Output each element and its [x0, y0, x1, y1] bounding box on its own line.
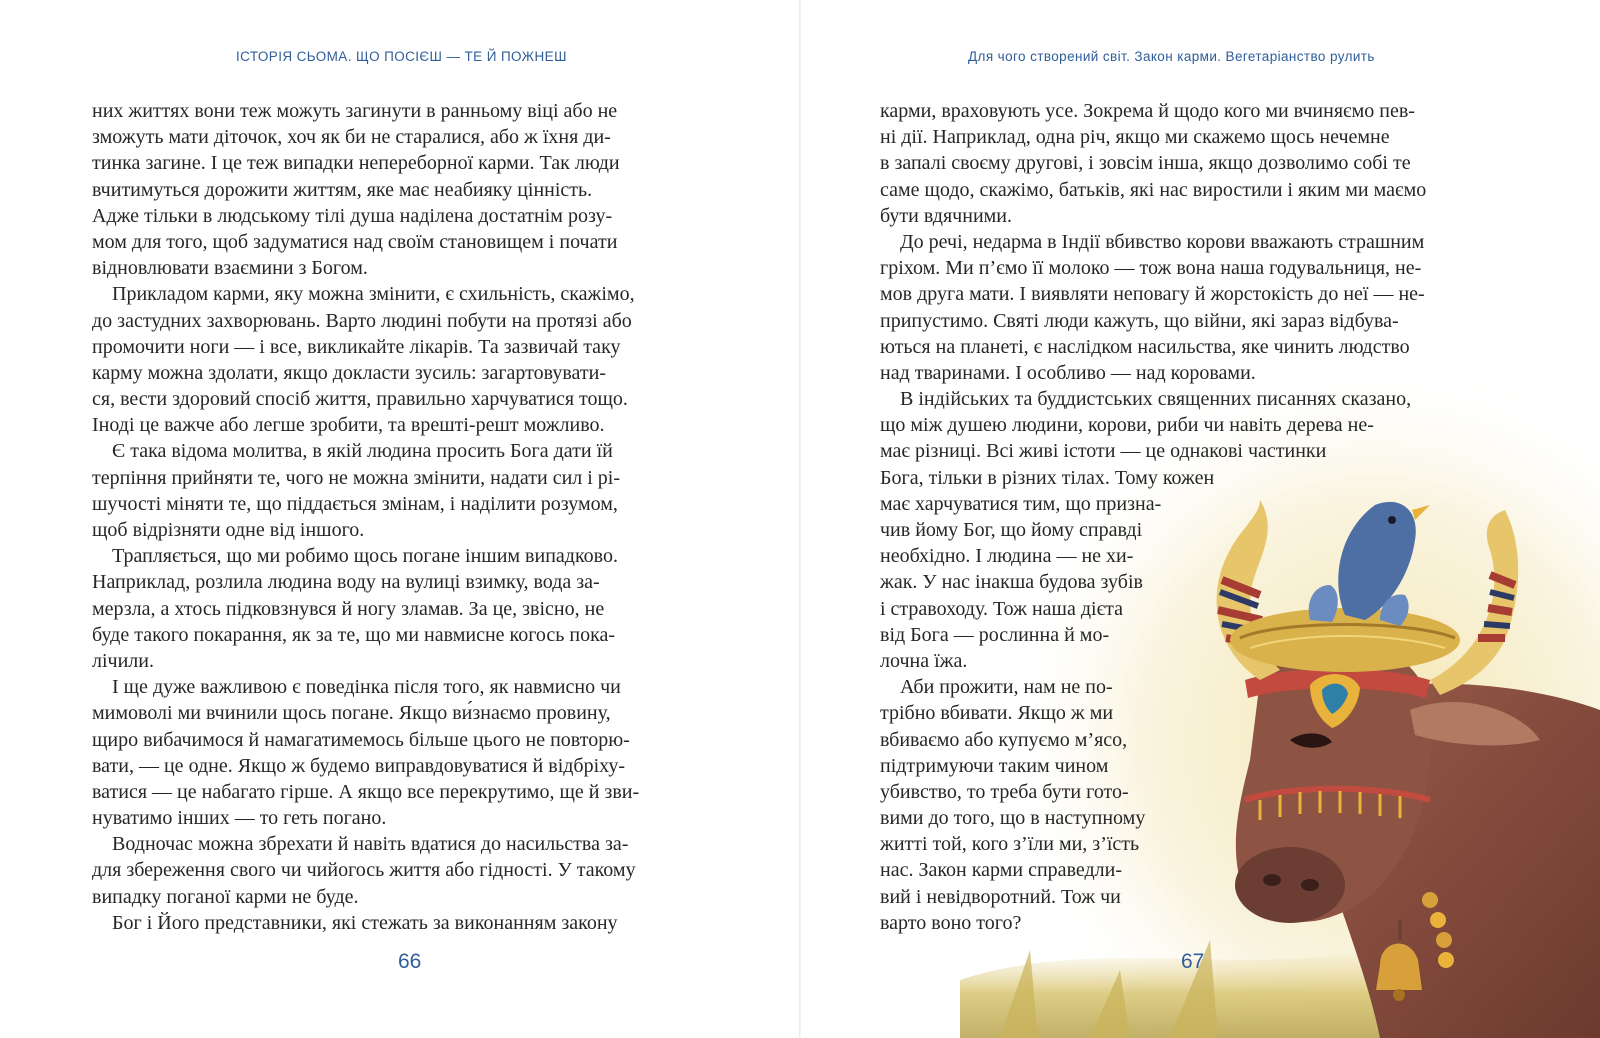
- text-line: від Бога — рослинна й мо-: [880, 623, 1110, 646]
- text-line: терпіння прийняти те, чого не можна змінити, надати сил і рі-: [92, 466, 621, 489]
- left-running-head: ІСТОРІЯ СЬОМА. ЩО ПОСІЄШ — ТЕ Й ПОЖНЕШ: [236, 49, 567, 64]
- text-line: вбиваємо або купуємо м’ясо,: [880, 728, 1128, 751]
- text-line: Адже тільки в людському тілі душа наділена достатнім розу-: [92, 204, 613, 227]
- text-line: до застудних захворювань. Варто людині побути на протязі або: [92, 309, 632, 332]
- text-line: що між душею людини, корови, риби чи навіть дерева не-: [880, 414, 1374, 437]
- text-line: ні дії. Наприклад, одна річ, якщо ми скажемо щось нечемне: [880, 126, 1390, 149]
- text-line: в запалі своєму другові, і зовсім інша, якщо дозволимо собі те: [880, 152, 1411, 175]
- text-line: щиро вибачимося й намагатимемось більше цього не повторю-: [92, 728, 630, 751]
- text-line: щоб відрізняти одне від іншого.: [92, 519, 365, 541]
- text-line: вчитимуться дорожити життям, яке має неабияку цінність.: [92, 178, 593, 201]
- left-page-number: 66: [398, 950, 422, 973]
- text-line: житті той, кого з’їли ми, з’їсть: [880, 833, 1140, 856]
- text-line: для збереження свого чи чийогось життя або гідності. У такому: [92, 859, 636, 882]
- right-page-number: 67: [1181, 950, 1205, 973]
- text-line: нас. Закон карми справедли-: [880, 859, 1123, 882]
- text-line: має різниці. Всі живі істоти — це однакові частинки: [880, 440, 1327, 463]
- text-line: трібно вбивати. Якщо ж ми: [880, 702, 1114, 725]
- text-line: Бог і Його представники, які стежать за виконанням закону: [112, 911, 618, 934]
- text-line: мимоволі ми вчинили щось погане. Якщо ви́знаємо провину,: [92, 702, 611, 725]
- text-line: мов друга мати. І виявляти неповагу й жорстокість до неї — не-: [880, 283, 1425, 306]
- text-line: них життях вони теж можуть загинути в ранньому віці або не: [92, 100, 618, 122]
- text-line: До речі, недарма в Індії вбивство корови вважають страшним: [900, 230, 1425, 253]
- text-line: ються на планеті, є наслідком насильства, яке чинить людство: [880, 335, 1410, 358]
- text-line: має харчуватися тим, що призна-: [880, 492, 1162, 515]
- text-line: необхідно. І людина — не хи-: [880, 545, 1134, 568]
- text-line: нуватимо інших — то геть погано.: [92, 807, 387, 830]
- text-line: гріхом. Ми п’ємо її молоко — тож вона наша годувальниця, не-: [880, 257, 1422, 280]
- text-line: чив йому Бог, що йому справді: [880, 519, 1143, 541]
- right-running-head: Для чого створений світ. Закон карми. Вегетаріанство рулить: [968, 49, 1375, 64]
- text-line: вий і невідворотний. Тож чи: [880, 885, 1121, 908]
- text-line: лічили.: [92, 649, 154, 672]
- book-gutter: [799, 0, 801, 1038]
- text-line: і стравоходу. Тож наша дієта: [880, 597, 1124, 620]
- text-line: вати, — це одне. Якщо ж будемо виправдовуватися й відбріху-: [92, 754, 626, 777]
- text-line: Аби прожити, нам не по-: [900, 676, 1113, 699]
- text-line: ватися — це набагато гірше. А якщо все перекрутимо, ще й зви-: [92, 780, 640, 803]
- text-line: припустимо. Святі люди кажуть, що війни, які зараз відбува-: [880, 309, 1399, 332]
- text-line: шучості міняти те, що піддається змінам, і наділити розумом,: [92, 492, 618, 515]
- text-line: варто воно того?: [880, 911, 1022, 934]
- text-line: буде такого покарання, як за те, що ми навмисне когось пока-: [92, 623, 616, 646]
- text-line: бути вдячними.: [880, 204, 1013, 227]
- text-line: саме щодо, скажімо, батьків, які нас виростили і яким ми маємо: [880, 178, 1427, 201]
- text-line: убивство, то треба бути гото-: [880, 780, 1129, 803]
- text-line: Іноді це важче або легше зробити, та врешті-решт можливо.: [92, 414, 605, 437]
- left-page-text: [92, 98, 732, 936]
- text-line: лочна їжа.: [880, 649, 968, 672]
- text-line: Наприклад, розлила людина воду на вулиці взимку, вода за-: [92, 571, 600, 594]
- text-line: відновлювати взаємини з Богом.: [92, 257, 368, 280]
- text-line: В індійських та буддистських священних писаннях сказано,: [900, 388, 1412, 411]
- text-line: Водночас можна збрехати й навіть вдатися до насильства за-: [112, 833, 629, 856]
- text-line: зможуть мати діточок, хоч як би не старалися, або ж їхня ди-: [92, 126, 611, 149]
- text-line: тинка загине. І це теж випадки непереборної карми. Так люди: [92, 152, 620, 175]
- text-line: вими до того, що в наступному: [880, 807, 1146, 830]
- right-page-text: [880, 98, 1520, 936]
- text-line: промочити ноги — і все, викликайте лікарів. Та зазвичай таку: [92, 335, 621, 358]
- text-line: Бога, тільки в різних тілах. Тому кожен: [880, 466, 1215, 489]
- text-line: карму можна здолати, якщо докласти зусиль: загартовувати-: [92, 361, 607, 384]
- text-line: жак. У нас інакша будова зубів: [880, 571, 1143, 594]
- text-line: мом для того, щоб задуматися над своїм становищем і почати: [92, 230, 618, 253]
- text-line: Трапляється, що ми робимо щось погане іншим випадково.: [112, 545, 618, 568]
- text-line: Прикладом карми, яку можна змінити, є схильність, скажімо,: [112, 283, 635, 306]
- text-line: випадку поганої карми не буде.: [92, 885, 359, 908]
- text-line: над тваринами. І особливо — над коровами.: [880, 361, 1256, 384]
- text-line: Є така відома молитва, в якій людина просить Бога дати їй: [112, 440, 613, 463]
- text-line: ся, вести здоровий спосіб життя, правильно харчуватися тощо.: [92, 388, 628, 411]
- text-line: карми, враховують усе. Зокрема й щодо кого ми вчиняємо пев-: [880, 100, 1415, 122]
- text-line: підтримуючи таким чином: [880, 754, 1109, 777]
- text-line: мерзла, а хтось підковзнувся й ногу зламав. За це, звісно, не: [92, 597, 605, 620]
- text-line: І ще дуже важливою є поведінка після того, як навмисно чи: [112, 676, 621, 699]
